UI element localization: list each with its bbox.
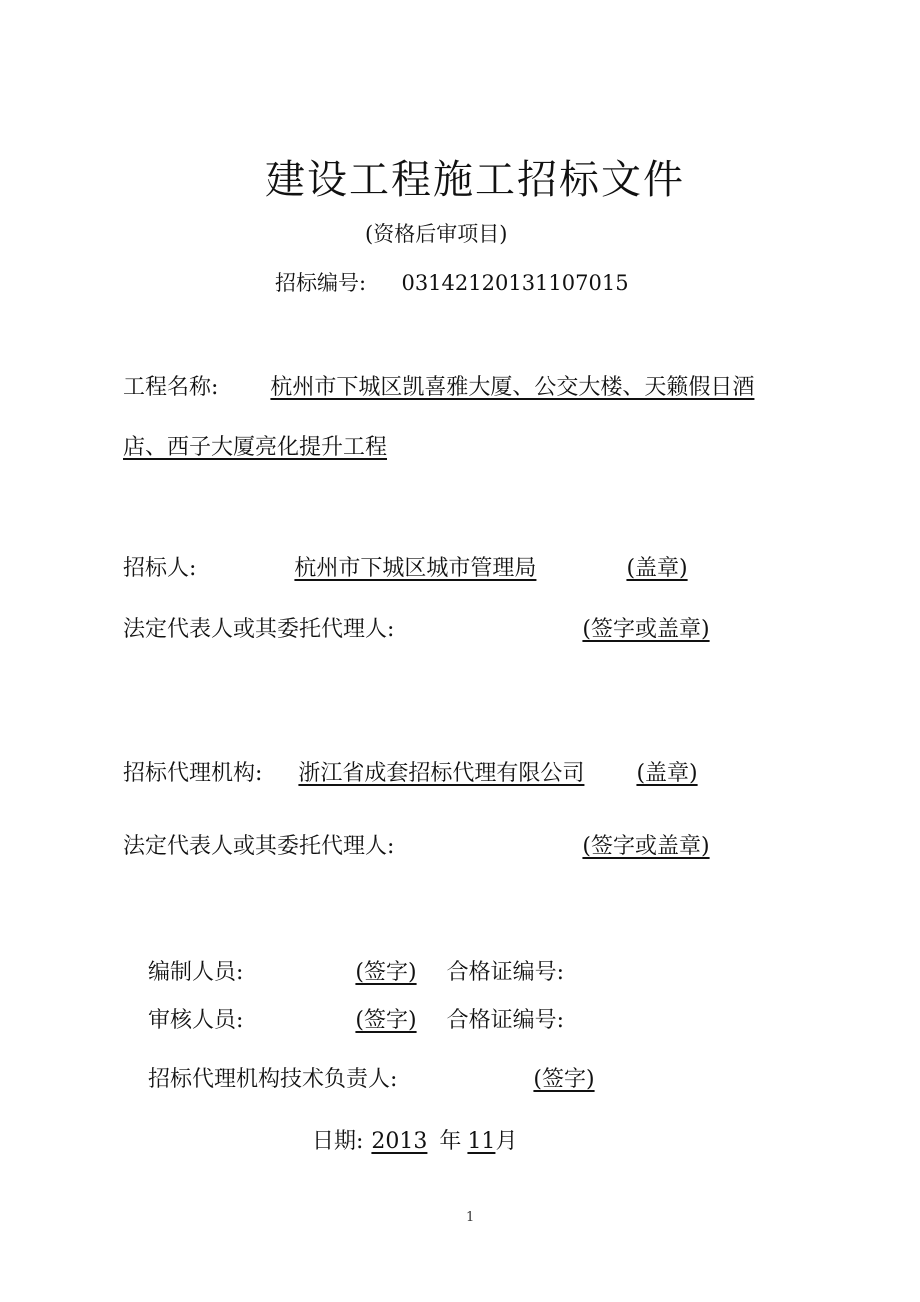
tenderer-row xyxy=(123,551,688,582)
compiler-row xyxy=(148,955,685,986)
agency-rep-row xyxy=(123,829,710,860)
date-row xyxy=(312,1124,517,1155)
reviewer-sign-field: (签字) xyxy=(355,1008,417,1033)
project-name-label: 工程名称: xyxy=(123,375,219,400)
tenderer-rep-field: (签字或盖章) xyxy=(582,617,710,642)
bid-number-value: 03142120131107015 xyxy=(401,271,629,295)
agency-label: 招标代理机构: xyxy=(123,761,263,786)
tech-lead-label: 招标代理机构技术负责人: xyxy=(148,1067,398,1092)
tenderer-rep-row xyxy=(123,612,710,643)
document-title: 建设工程施工招标文件 xyxy=(265,157,685,203)
bid-number-label: 招标编号: xyxy=(275,271,367,295)
agency-rep-field: (签字或盖章) xyxy=(582,834,710,859)
compiler-cert-label: 合格证编号: xyxy=(446,960,565,985)
project-name-value-2: 店、西子大厦亮化提升工程 xyxy=(123,435,388,460)
project-name-row xyxy=(123,370,754,401)
date-month: 11 xyxy=(467,1129,496,1154)
agency-seal: (盖章) xyxy=(636,761,698,786)
compiler-sign-field: (签字) xyxy=(355,960,417,985)
compiler-cert-field xyxy=(575,960,685,985)
tenderer-label: 招标人: xyxy=(123,556,197,581)
tech-lead-sign-field: (签字) xyxy=(533,1067,595,1092)
reviewer-row xyxy=(148,1003,685,1034)
tenderer-rep-label: 法定代表人或其委托代理人: xyxy=(123,617,395,642)
compiler-label: 编制人员: xyxy=(148,960,244,985)
date-year: 2013 xyxy=(371,1129,428,1154)
tech-lead-row xyxy=(148,1062,595,1093)
agency-row xyxy=(123,756,698,787)
project-name-value-1: 杭州市下城区凯喜雅大厦、公交大楼、天籁假日酒 xyxy=(270,375,755,400)
agency-value: 浙江省成套招标代理有限公司 (盖章) xyxy=(298,761,698,786)
project-name-row-2 xyxy=(123,430,409,461)
date-label: 日期: xyxy=(312,1129,364,1154)
agency-rep-label: 法定代表人或其委托代理人: xyxy=(123,834,395,859)
tenderer-seal: (盖章) xyxy=(626,556,688,581)
tenderer-value: 杭州市下城区城市管理局 (盖章) xyxy=(294,556,688,581)
reviewer-cert-label: 合格证编号: xyxy=(446,1008,565,1033)
reviewer-label: 审核人员: xyxy=(148,1008,244,1033)
page-number: 1 xyxy=(466,1210,475,1225)
document-subtitle: (资格后审项目) xyxy=(365,222,508,246)
date-month-unit: 月 xyxy=(495,1129,518,1154)
reviewer-cert-field xyxy=(575,1008,685,1033)
date-year-unit: 年 xyxy=(439,1129,462,1154)
bid-number-row xyxy=(275,267,629,297)
